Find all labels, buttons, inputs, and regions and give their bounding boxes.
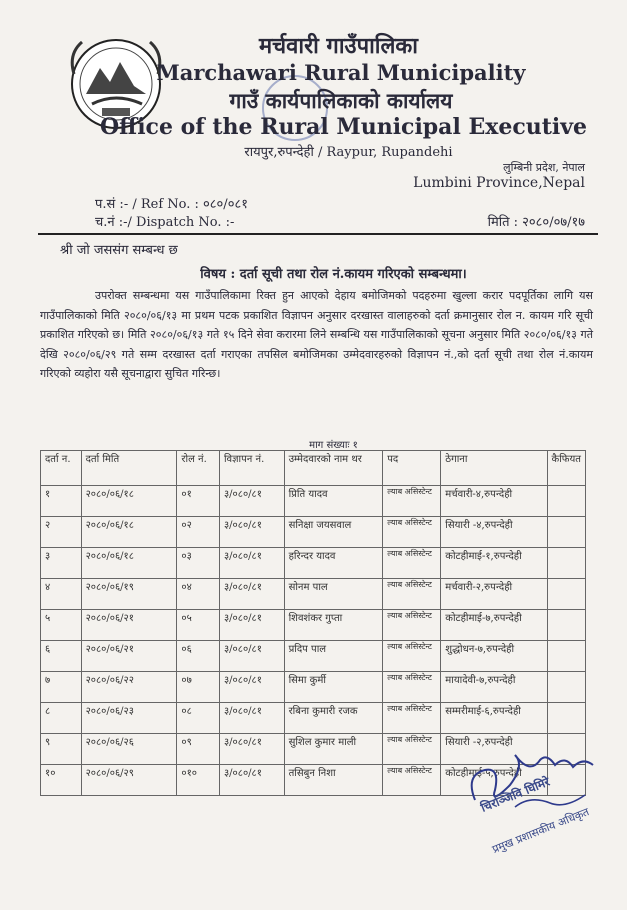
table-cell — [547, 641, 585, 672]
table-cell: सनिक्षा जयसवाल — [284, 517, 383, 548]
table-cell: मर्चवारी-२,रुपन्देही — [441, 579, 547, 610]
table-cell: ३/०८०/८१ — [219, 703, 284, 734]
table-cell: २०८०/०६/२१ — [81, 610, 177, 641]
table-cell: ५ — [41, 610, 82, 641]
table-cell: २ — [41, 517, 82, 548]
table-cell: ०२ — [177, 517, 220, 548]
col-header: कैफियत — [547, 451, 585, 486]
table-cell: ०६ — [177, 641, 220, 672]
table-cell: कोटहीमाई-१,रुपन्देही — [441, 548, 547, 579]
subject-line: विषय : दर्ता सूची तथा रोल नं.कायम गरिएको सम्बन्धमा। — [200, 267, 467, 282]
table-cell: सोनम पाल — [284, 579, 383, 610]
table-row — [41, 548, 586, 579]
table-cell: ०९ — [177, 734, 220, 765]
table-cell: ३/०८०/८१ — [219, 765, 284, 796]
table-cell — [547, 703, 585, 734]
table-cell: ३/०८०/८१ — [219, 579, 284, 610]
table-cell: १ — [41, 486, 82, 517]
col-header: ठेगाना — [441, 451, 547, 486]
table-cell: हरिन्दर यादव — [284, 548, 383, 579]
table-cell — [547, 517, 585, 548]
office-title-nepali: गाउँ कार्यपालिकाको कार्यालय — [229, 88, 453, 113]
table-cell: ०४ — [177, 579, 220, 610]
table-row — [41, 672, 586, 703]
table-cell: २०८०/०६/२६ — [81, 734, 177, 765]
table-cell: २०८०/०६/२१ — [81, 641, 177, 672]
table-cell: सियारी -४,रुपन्देही — [441, 517, 547, 548]
table-cell: ३ — [41, 548, 82, 579]
table-cell: ४ — [41, 579, 82, 610]
table-cell: ०३ — [177, 548, 220, 579]
table-cell: कोटहीमाई-७,रुपन्देही — [441, 610, 547, 641]
reference-number: प.सं :- / Ref No. : ०८०/०८१ — [95, 197, 248, 212]
demand-count: माग संख्याः १ — [309, 440, 358, 451]
table-cell: २०८०/०६/२९ — [81, 765, 177, 796]
signatory-title-stamp: प्रमुख प्रशासकीय अधिकृत — [490, 805, 591, 856]
table-cell: ३/०८०/८१ — [219, 548, 284, 579]
table-cell: ल्याब असिस्टेन्ट — [383, 579, 441, 610]
table-cell: प्रदिप पाल — [284, 641, 383, 672]
table-row — [41, 610, 586, 641]
table-cell: सिमा कुर्मी — [284, 672, 383, 703]
col-header: विज्ञापन नं. — [219, 451, 284, 486]
table-cell: २०८०/०६/२२ — [81, 672, 177, 703]
table-cell: ०१ — [177, 486, 220, 517]
table-cell: २०८०/०६/२३ — [81, 703, 177, 734]
table-row — [41, 703, 586, 734]
office-address: रायपुर,रुपन्देही / Raypur, Rupandehi — [244, 145, 453, 160]
table-cell: ल्याब असिस्टेन्ट — [383, 486, 441, 517]
body-paragraph: उपरोक्त सम्बन्धमा यस गाउँपालिकामा रिक्त हुन आएको देहाय बमोजिमको पदहरुमा खुल्ला करार पदपूर्तिका लागि यस गाउँपालिकाको मिति २०८०/०६/१३ मा प्रथम पटक प्रकाशित विज्ञापन अनुसार दरखास्त वालाहरुको दर्ता क्रमानुसार रोल न. कायम गरि सूची प्रकाशित गरिएको छ। मिति २०८०/०६/१३ गते १५ दिने सेवा करारमा लिने सम्बन्धि यस गाउँपालिकाको सूचना अनुसार मिति २०८०/०६/१३ गते देखि २०८०/०६/२९ गते सम्म दरखास्त दर्ता गराएका तपसिल बमोजिमका उम्मेदवारहरुको विज्ञापन नं.,को दर्ता सूची तथा रोल नं.कायम गरिएको व्यहोरा यसै सूचनाद्वारा सुचित गरिन्छ। — [40, 289, 593, 380]
province-nepali: लुम्बिनी प्रदेश, नेपाल — [503, 161, 585, 174]
col-header: पद — [383, 451, 441, 486]
table-cell: कोटहीमाई-५,रुपन्देही — [441, 765, 547, 796]
table-cell — [547, 610, 585, 641]
table-row — [41, 517, 586, 548]
table-cell: ल्याब असिस्टेन्ट — [383, 517, 441, 548]
table-cell: १० — [41, 765, 82, 796]
table-cell: २०८०/०६/१८ — [81, 517, 177, 548]
table-cell: मायादेवी-७,रुपन्देही — [441, 672, 547, 703]
table-cell: ९ — [41, 734, 82, 765]
table-cell: ल्याब असिस्टेन्ट — [383, 641, 441, 672]
table-cell: शुद्धोधन-७,रुपन्देही — [441, 641, 547, 672]
table-cell: ल्याब असिस्टेन्ट — [383, 703, 441, 734]
province-english: Lumbini Province,Nepal — [413, 175, 585, 191]
table-cell: २०८०/०६/१८ — [81, 486, 177, 517]
table-cell: ३/०८०/८१ — [219, 641, 284, 672]
table-cell: २०८०/०६/१८ — [81, 548, 177, 579]
table-cell — [547, 579, 585, 610]
table-cell — [547, 486, 585, 517]
col-header: उम्मेदवारको नाम थर — [284, 451, 383, 486]
table-cell: ल्याब असिस्टेन्ट — [383, 610, 441, 641]
table-cell: ३/०८०/८१ — [219, 734, 284, 765]
dispatch-number: च.नं :-/ Dispatch No. :- — [95, 215, 235, 230]
col-header: दर्ता मिति — [81, 451, 177, 486]
table-cell: तसिबुन निशा — [284, 765, 383, 796]
table-cell: ०५ — [177, 610, 220, 641]
letter-body — [40, 286, 593, 384]
table-cell: सियारी -२,रुपन्देही — [441, 734, 547, 765]
table-cell: सुशिल कुमार माली — [284, 734, 383, 765]
table-cell — [547, 548, 585, 579]
table-cell: ०७ — [177, 672, 220, 703]
table-cell: ७ — [41, 672, 82, 703]
table-cell: ल्याब असिस्टेन्ट — [383, 734, 441, 765]
table-cell: ६ — [41, 641, 82, 672]
table-cell: ०८ — [177, 703, 220, 734]
table-cell: ल्याब असिस्टेन्ट — [383, 672, 441, 703]
header-divider — [38, 233, 598, 235]
table-cell: ३/०८०/८१ — [219, 610, 284, 641]
table-row — [41, 579, 586, 610]
table-cell — [547, 672, 585, 703]
table-cell: ८ — [41, 703, 82, 734]
table-cell: प्रिति यादव — [284, 486, 383, 517]
office-title-english: Office of the Rural Municipal Executive — [99, 114, 588, 140]
table-cell: शिवशंकर गुप्ता — [284, 610, 383, 641]
table-row — [41, 641, 586, 672]
table-cell: मर्चवारी-४,रुपन्देही — [441, 486, 547, 517]
salutation: श्री जो जससंग सम्बन्ध छ — [60, 243, 178, 258]
col-header: दर्ता न. — [41, 451, 82, 486]
table-cell: रबिना कुमारी रजक — [284, 703, 383, 734]
col-header: रोल नं. — [177, 451, 220, 486]
table-cell: सम्मरीमाई-६,रुपन्देही — [441, 703, 547, 734]
table-cell: ०१० — [177, 765, 220, 796]
table-cell: २०८०/०६/१९ — [81, 579, 177, 610]
table-row — [41, 486, 586, 517]
table-header-row — [41, 451, 586, 486]
table-cell: ल्याब असिस्टेन्ट — [383, 548, 441, 579]
signatory-name-stamp: चिरञ्जिवि घिमिरे — [478, 774, 552, 815]
office-name-english: Marchawari Rural Municipality — [156, 60, 526, 85]
table-cell: ३/०८०/८१ — [219, 517, 284, 548]
table-cell: ३/०८०/८१ — [219, 486, 284, 517]
office-name-nepali: मर्चवारी गाउँपालिका — [259, 33, 418, 59]
letter-date: मिति : २०८०/०७/१७ — [487, 215, 585, 230]
table-cell: ल्याब असिस्टेन्ट — [383, 765, 441, 796]
table-cell: ३/०८०/८१ — [219, 672, 284, 703]
